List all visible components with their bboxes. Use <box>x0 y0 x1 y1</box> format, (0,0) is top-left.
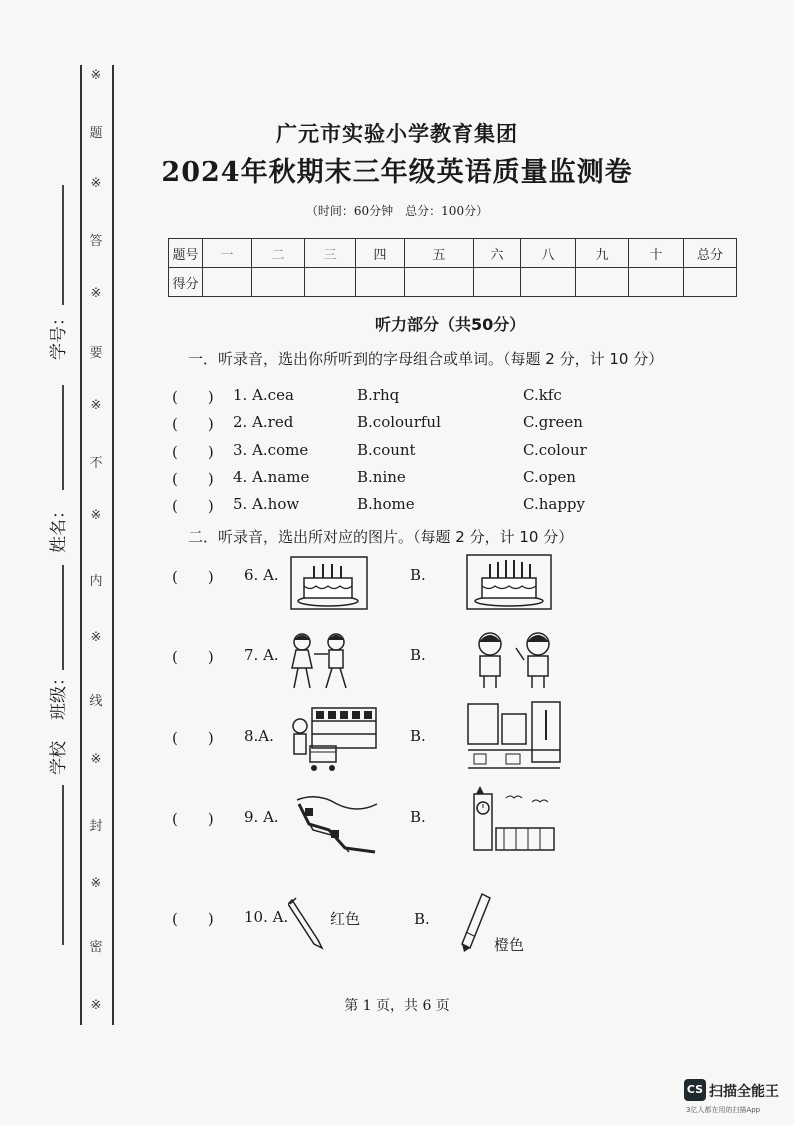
seal-char: ※ <box>90 398 102 413</box>
score-cell[interactable] <box>474 268 521 297</box>
q1-option-b: B.rhq <box>357 386 400 404</box>
answer-paren[interactable]: ( ) <box>172 568 214 586</box>
q2-option-c: C.green <box>523 413 583 431</box>
score-col-header: 总分 <box>684 239 737 268</box>
seal-char: ※ <box>90 752 102 767</box>
answer-paren[interactable]: ( ) <box>172 415 214 433</box>
seal-char: ※ <box>90 286 102 301</box>
score-col-header: 四 <box>356 239 405 268</box>
q8-b-label: B. <box>410 727 426 745</box>
answer-paren[interactable]: ( ) <box>172 810 214 828</box>
exam-title: 2024年秋期末三年级英语质量监测卷 <box>161 157 633 188</box>
score-cell[interactable] <box>252 268 305 297</box>
answer-paren[interactable]: ( ) <box>172 648 214 666</box>
q2-option-a: 2. A.red <box>233 413 294 431</box>
school-label: 学校 <box>49 741 69 775</box>
big-ben-icon <box>466 784 558 852</box>
answer-paren[interactable]: ( ) <box>172 388 214 406</box>
q4-option-a: 4. A.name <box>233 468 310 486</box>
section-2-title: 二．听录音，选出所对应的图片。（每题 2 分，计 10 分） <box>188 528 574 546</box>
seal-char: ※ <box>90 876 102 891</box>
name-label: 姓名： <box>49 502 69 553</box>
q6-b-label: B. <box>410 566 426 584</box>
q5-option-c: C.happy <box>523 495 585 513</box>
exam-meta: （时间：60分钟 总分：100分） <box>305 204 489 218</box>
score-cell[interactable] <box>521 268 576 297</box>
seal-char: 不 <box>89 456 103 471</box>
q5-option-a: 5. A.how <box>233 495 300 513</box>
supermarket-icon <box>288 706 378 774</box>
score-cell[interactable] <box>203 268 252 297</box>
school-line[interactable] <box>62 785 64 945</box>
seal-char: ※ <box>90 68 102 83</box>
red-color-label: 红色 <box>330 910 361 928</box>
q5-option-b: B.home <box>357 495 415 513</box>
seal-char: 题 <box>89 126 103 141</box>
score-row-label: 题号 <box>169 239 203 268</box>
q10-label: 10. A. <box>244 908 289 926</box>
section-1-title: 一．听录音，选出你所听到的字母组合或单词。（每题 2 分，计 10 分） <box>188 350 664 368</box>
seal-char: ※ <box>90 176 102 191</box>
listening-header: 听力部分（共50分） <box>375 315 526 334</box>
page-footer: 第 1 页，共 6 页 <box>344 998 450 1014</box>
q4-option-b: B.nine <box>357 468 406 486</box>
q3-option-a: 3. A.come <box>233 441 309 459</box>
name-line[interactable] <box>62 385 64 490</box>
answer-paren[interactable]: ( ) <box>172 497 214 515</box>
q3-option-c: C.colour <box>523 441 587 459</box>
q9-label: 9. A. <box>244 808 279 826</box>
student-id-label: 学号： <box>49 309 69 360</box>
seal-char: ※ <box>90 630 102 645</box>
score-cell[interactable] <box>405 268 474 297</box>
birthday-cake-icon <box>290 556 368 610</box>
seal-char: 答 <box>89 234 103 249</box>
score-cell[interactable] <box>684 268 737 297</box>
score-col-header: 二 <box>252 239 305 268</box>
orange-color-label: 橙色 <box>494 936 525 954</box>
q7-label: 7. A. <box>244 646 279 664</box>
answer-paren[interactable]: ( ) <box>172 443 214 461</box>
score-cell[interactable] <box>356 268 405 297</box>
scanner-logo: CS <box>684 1079 706 1101</box>
seal-char: 密 <box>89 940 103 955</box>
pencil-icon <box>288 896 328 950</box>
q3-option-b: B.count <box>357 441 416 459</box>
answer-paren[interactable]: ( ) <box>172 729 214 747</box>
score-cell[interactable] <box>629 268 684 297</box>
class-label: 班级： <box>49 669 69 720</box>
q2-option-b: B.colourful <box>357 413 441 431</box>
pen-icon <box>458 892 492 952</box>
score-col-header: 一 <box>203 239 252 268</box>
birthday-cake-icon <box>466 554 552 610</box>
school-name: 广元市实验小学教育集团 <box>276 122 518 146</box>
q1-option-c: C.kfc <box>523 386 562 404</box>
score-col-header: 六 <box>474 239 521 268</box>
q6-label: 6. A. <box>244 566 279 584</box>
scanner-tagline: 3亿人都在用的扫描App <box>686 1106 761 1114</box>
seal-char: ※ <box>90 998 102 1013</box>
seal-char: 内 <box>89 574 103 589</box>
q7-b-label: B. <box>410 646 426 664</box>
scanner-name: 扫描全能王 <box>709 1084 779 1100</box>
score-cell[interactable] <box>576 268 629 297</box>
score-table <box>168 238 737 297</box>
score-row-label: 得分 <box>169 268 203 297</box>
q1-option-a: 1. A.cea <box>233 386 294 404</box>
answer-paren[interactable]: ( ) <box>172 470 214 488</box>
seal-char: ※ <box>90 508 102 523</box>
q9-b-label: B. <box>410 808 426 826</box>
children-waving-icon <box>468 630 560 690</box>
q10-b-label: B. <box>414 910 430 928</box>
seal-char: 封 <box>89 819 103 834</box>
q8-label: 8.A. <box>244 727 274 745</box>
score-col-header: 九 <box>576 239 629 268</box>
seal-char: 要 <box>89 346 103 361</box>
score-col-header: 五 <box>405 239 474 268</box>
street-scene-icon <box>466 700 562 772</box>
score-col-header: 三 <box>305 239 356 268</box>
class-line[interactable] <box>62 565 64 670</box>
seal-char: 线 <box>89 694 103 709</box>
answer-paren[interactable]: ( ) <box>172 910 214 928</box>
q4-option-c: C.open <box>523 468 576 486</box>
score-col-header: 八 <box>521 239 576 268</box>
score-col-header: 十 <box>629 239 684 268</box>
children-greeting-icon <box>284 630 356 692</box>
score-cell[interactable] <box>305 268 356 297</box>
great-wall-icon <box>295 790 381 856</box>
